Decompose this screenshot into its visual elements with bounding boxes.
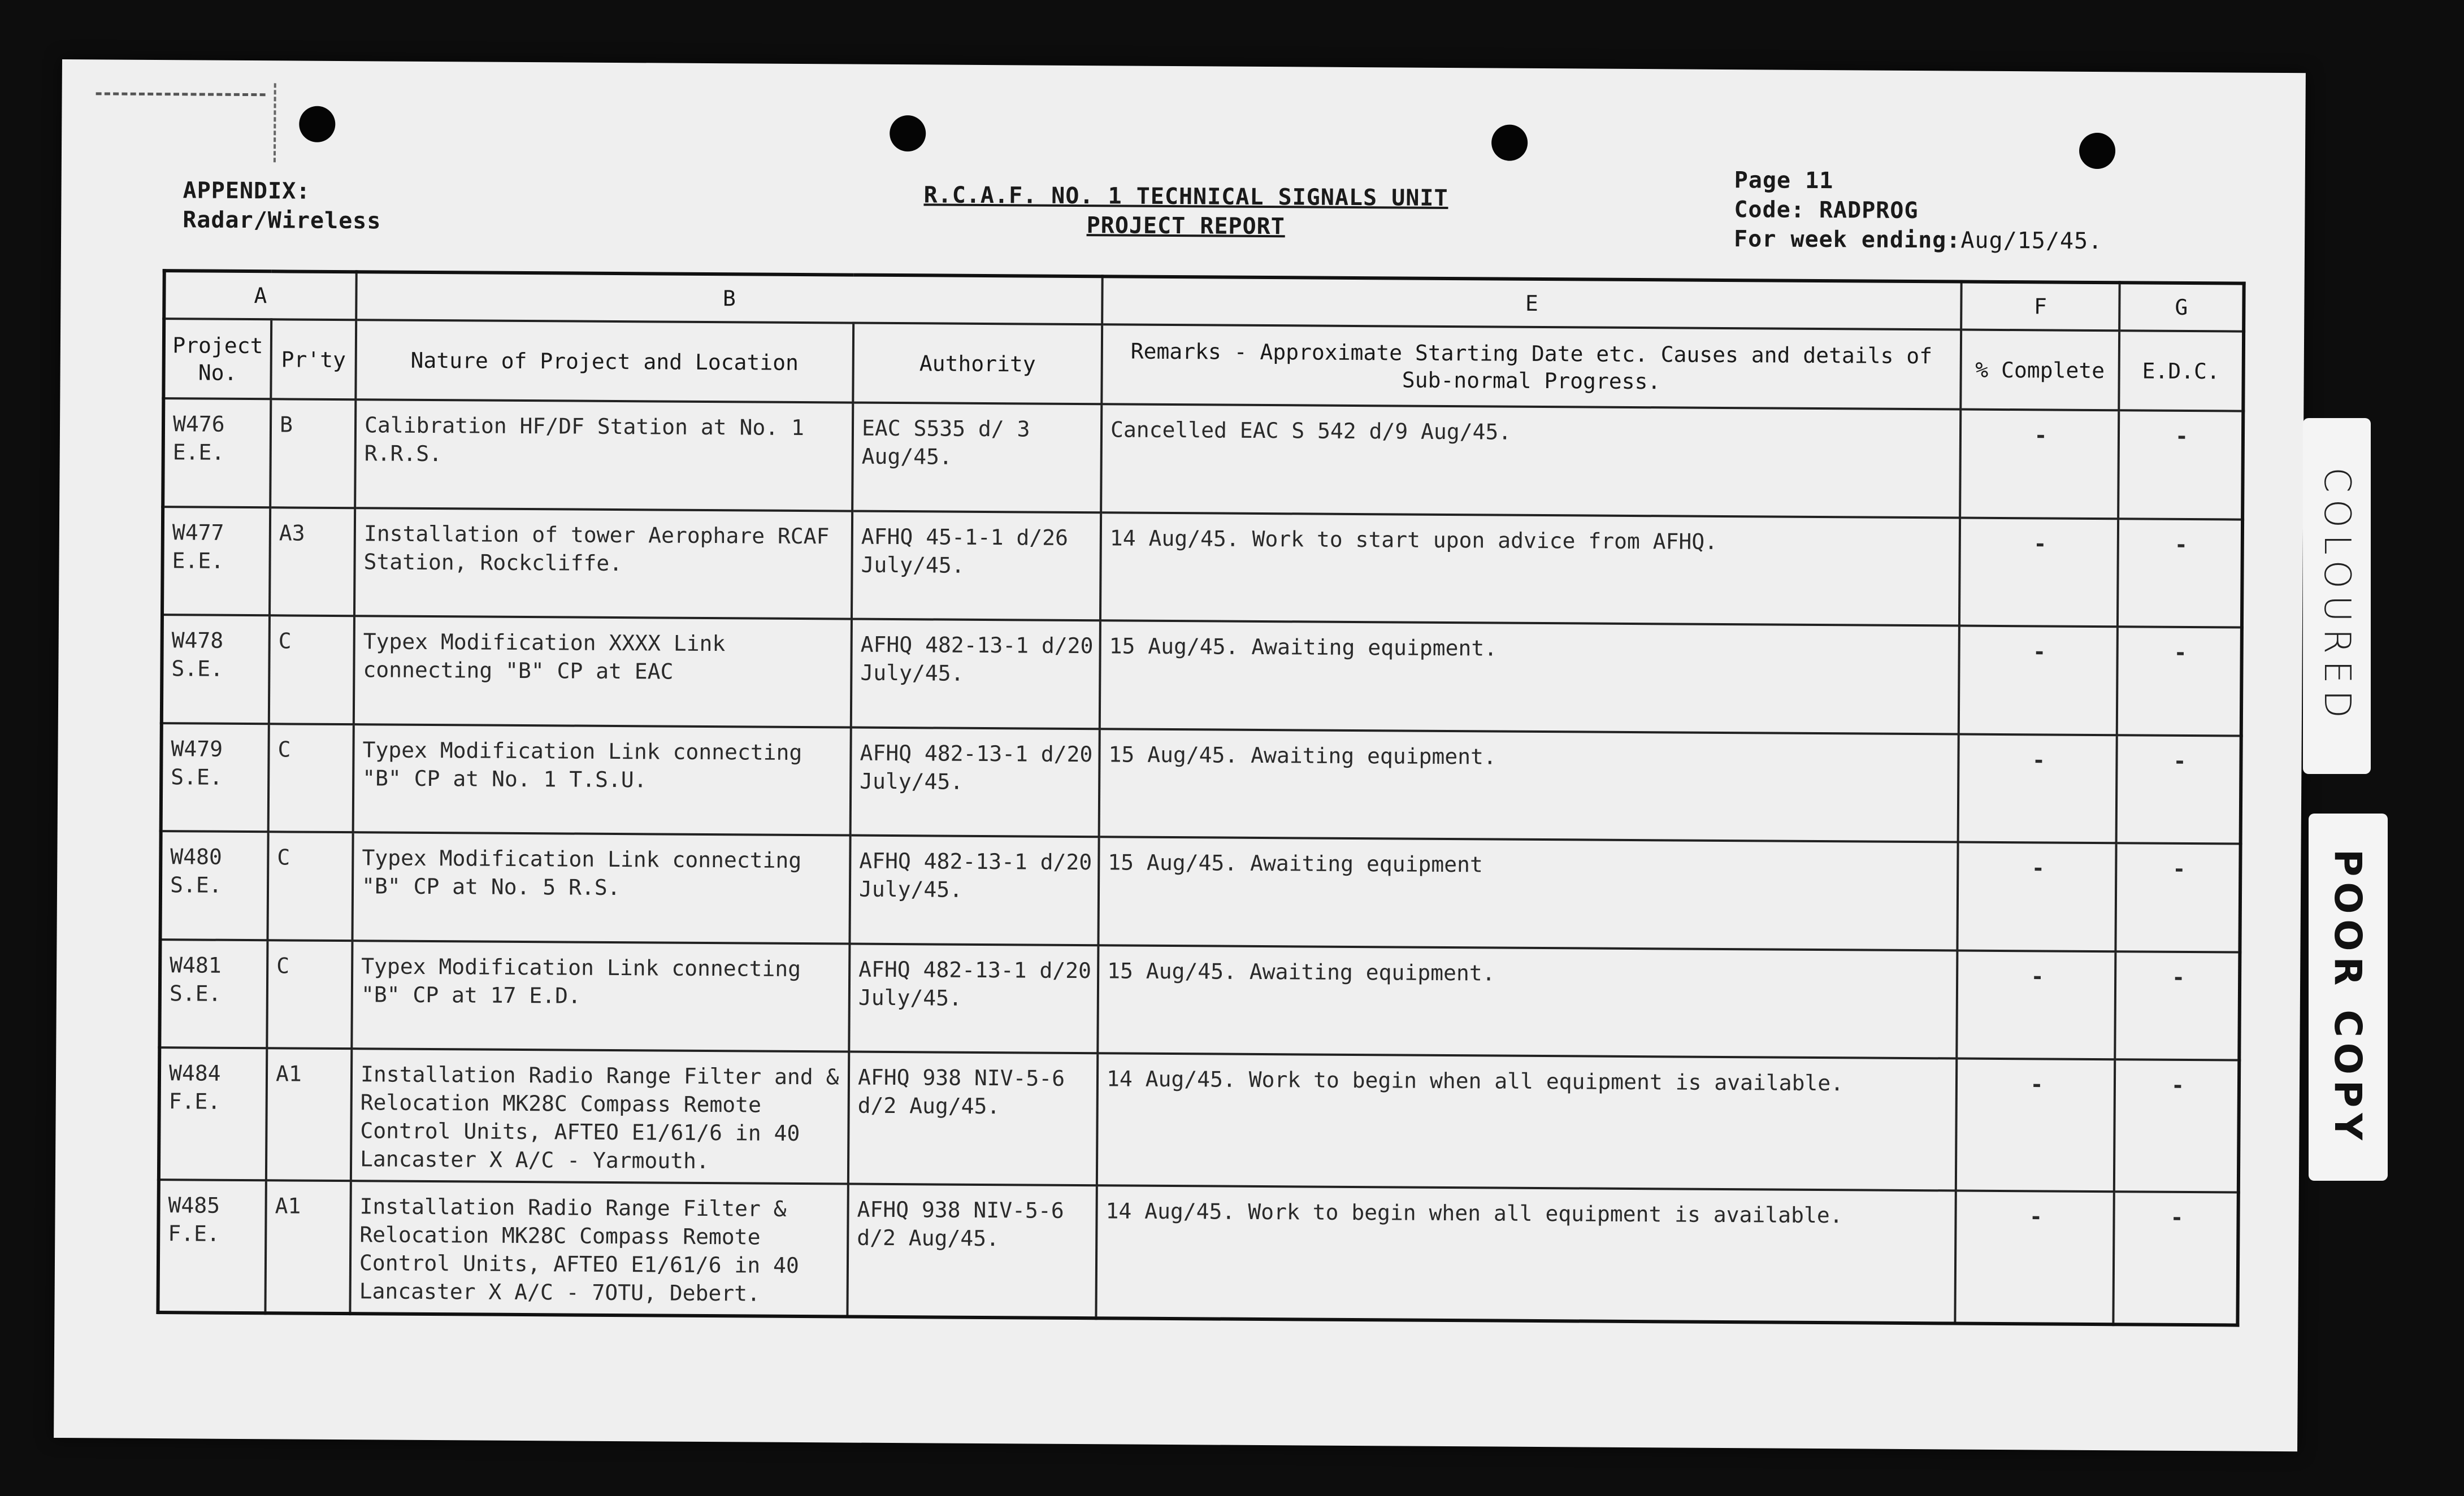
edc-cell: - <box>2113 1191 2238 1325</box>
complete-header: % Complete <box>1960 330 2119 411</box>
group-g-header: G <box>2119 282 2244 331</box>
authority-cell: AFHQ 938 NIV-5-6 d/2 Aug/45. <box>847 1184 1096 1319</box>
page-info <box>1734 166 2103 256</box>
priority-cell: C <box>268 724 354 832</box>
table-row <box>159 940 2240 1060</box>
nature-cell: Typex Modification Link connecting "B" CP at No. 1 T.S.U. <box>353 724 851 836</box>
authority-cell: AFHQ 482-13-1 d/20 July/45. <box>851 727 1100 837</box>
complete-cell: - <box>1957 842 2116 951</box>
complete-cell: - <box>1960 410 2119 519</box>
report-heading <box>903 180 1469 242</box>
table-row <box>162 615 2242 736</box>
coloured-tab <box>2303 418 2371 774</box>
project-no-header: Project No. <box>163 319 271 399</box>
authority-cell: AFHQ 938 NIV-5-6 d/2 Aug/45. <box>848 1052 1097 1186</box>
group-a-header: A <box>164 271 357 320</box>
page-number: Page 11 <box>1734 167 1834 194</box>
poor-copy-label: POOR COPY <box>2326 849 2370 1146</box>
authority-cell: AFHQ 45-1-1 d/26 July/45. <box>852 511 1101 620</box>
remarks-cell: 14 Aug/45. Work to start upon advice from AFHQ. <box>1100 512 1960 626</box>
edc-cell: - <box>2118 410 2243 519</box>
edc-cell: - <box>2118 519 2242 628</box>
project-no-cell: W485 F.E. <box>158 1180 266 1313</box>
remarks-cell: 15 Aug/45. Awaiting equipment. <box>1099 729 1959 842</box>
remarks-cell: 15 Aug/45. Awaiting equipment <box>1098 837 1958 950</box>
complete-cell: - <box>1958 734 2117 843</box>
remarks-cell: 15 Aug/45. Awaiting equipment. <box>1100 620 1959 734</box>
project-no-cell: W479 S.E. <box>161 723 269 832</box>
priority-cell: A1 <box>266 1048 352 1181</box>
project-no-cell: W477 E.E. <box>162 507 270 616</box>
group-b-header: B <box>356 272 1103 324</box>
edc-cell: - <box>2117 627 2242 736</box>
group-e-header: E <box>1102 276 1961 329</box>
appendix-label: APPENDIX: <box>183 177 311 205</box>
report-code: Code: RADPROG <box>1734 197 1919 224</box>
punch-hole <box>2079 133 2115 169</box>
complete-cell: - <box>1957 950 2115 1059</box>
remarks-cell: 14 Aug/45. Work to begin when all equipment is available. <box>1096 1185 1955 1323</box>
edc-cell: - <box>2115 843 2240 952</box>
week-ending-value: Aug/15/45. <box>1960 227 2103 255</box>
project-no-cell: W478 S.E. <box>162 615 270 724</box>
document-page <box>54 59 2306 1451</box>
nature-cell: Installation Radio Range Filter & Relocation MK28C Compass Remote Control Units, AFTEO E1/61/6 in 40 Lancaster X A/C - 7OTU, Debert. <box>350 1181 848 1316</box>
week-ending <box>1734 224 2102 256</box>
authority-cell: AFHQ 482-13-1 d/20 July/45. <box>849 836 1099 945</box>
remarks-header: Remarks - Approximate Starting Date etc. Causes and details of Sub-normal Progress. <box>1101 324 1961 409</box>
priority-cell: A3 <box>270 507 355 616</box>
complete-cell: - <box>1955 1191 2114 1325</box>
nature-cell: Installation of tower Aerophare RCAF Station, Rockcliffe. <box>354 508 852 619</box>
priority-cell: C <box>267 832 353 940</box>
poor-copy-tab <box>2309 814 2388 1181</box>
remarks-cell: 15 Aug/45. Awaiting equipment. <box>1097 945 1957 1059</box>
remarks-cell: Cancelled EAC S 542 d/9 Aug/45. <box>1101 404 1960 517</box>
authority-cell: EAC S535 d/ 3 Aug/45. <box>852 403 1101 512</box>
week-ending-label: For week ending: <box>1733 226 1961 254</box>
remarks-cell: 14 Aug/45. Work to begin when all equipment is available. <box>1097 1053 1957 1190</box>
punch-hole <box>1491 124 1528 160</box>
coloured-label: COLOURED <box>2316 467 2358 725</box>
table-row <box>163 398 2243 519</box>
appendix-block <box>183 176 381 236</box>
authority-cell: AFHQ 482-13-1 d/20 July/45. <box>849 943 1098 1053</box>
edc-cell: - <box>2115 951 2240 1060</box>
authority-header: Authority <box>853 323 1102 405</box>
complete-cell: - <box>1959 517 2118 627</box>
edc-header: E.D.C. <box>2119 330 2244 411</box>
report-title: PROJECT REPORT <box>1086 212 1285 240</box>
project-report-table <box>156 269 2245 1327</box>
table-row <box>161 723 2241 844</box>
table-row <box>162 507 2242 628</box>
complete-cell: - <box>1956 1059 2115 1192</box>
edc-cell: - <box>2114 1059 2239 1192</box>
project-no-cell: W480 S.E. <box>160 831 268 940</box>
priority-cell: C <box>267 940 352 1049</box>
appendix-value: Radar/Wireless <box>183 207 381 234</box>
edc-cell: - <box>2116 735 2241 844</box>
punch-hole <box>299 106 335 142</box>
complete-cell: - <box>1959 626 2118 735</box>
nature-cell: Typex Modification Link connecting "B" CP at 17 E.D. <box>352 941 849 1052</box>
nature-cell: Installation Radio Range Filter and & Relocation MK28C Compass Remote Control Units, AFTEO E1/61/6 in 40 Lancaster X A/C - Yarmouth. <box>351 1049 849 1184</box>
table-row <box>158 1180 2238 1325</box>
punch-hole <box>890 115 926 151</box>
group-f-header: F <box>1961 282 2120 331</box>
project-no-cell: W476 E.E. <box>163 398 271 507</box>
authority-cell: AFHQ 482-13-1 d/20 July/45. <box>851 619 1100 729</box>
project-no-cell: W481 S.E. <box>159 940 267 1049</box>
priority-cell: C <box>269 615 354 724</box>
table-row <box>160 831 2240 952</box>
nature-header: Nature of Project and Location <box>355 320 853 402</box>
corner-scan-mark <box>96 92 266 102</box>
priority-cell: B <box>270 399 355 507</box>
nature-cell: Typex Modification Link connecting "B" CP at No. 5 R.S. <box>352 832 850 943</box>
project-no-cell: W484 F.E. <box>159 1047 267 1180</box>
table-row <box>159 1047 2239 1192</box>
unit-title: R.C.A.F. NO. 1 TECHNICAL SIGNALS UNIT <box>923 182 1448 211</box>
priority-header: Pr'ty <box>271 319 356 399</box>
margin-scan-mark <box>274 83 276 162</box>
nature-cell: Calibration HF/DF Station at No. 1 R.R.S. <box>355 399 853 511</box>
priority-cell: A1 <box>265 1180 350 1314</box>
nature-cell: Typex Modification XXXX Link connecting "B" CP at EAC <box>354 616 852 727</box>
